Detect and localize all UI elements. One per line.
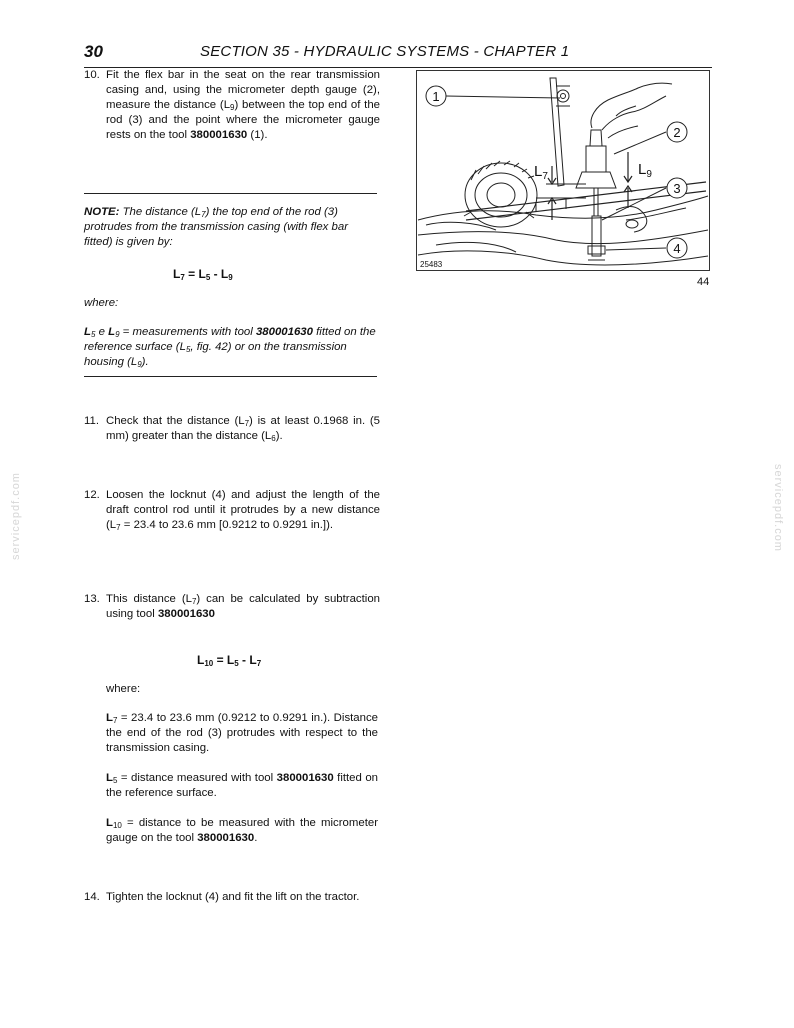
step-text: Tighten the locknut (4) and fit the lift on the tractor.	[106, 891, 360, 903]
step-text: This distance $(L_7)$ can be calculated by subtraction using tool 380001630	[106, 593, 380, 620]
note-text: NOTE: The distance $(L_7)$ the top end of the rod (3) protrudes from the transmission casing (with flex bar fitted) is given by:	[84, 206, 348, 248]
note-top-rule	[84, 193, 377, 194]
calc-def-l7: $L_7 = 23.4$ to 23.6 mm (0.9212 to 0.9291 in.). Distance the end of the rod (3) protrudes with respect to the transmission casing.	[106, 712, 378, 754]
step-number: 12.	[84, 489, 100, 501]
note-definition: $L_5$ e $L_9$ = measurements with tool 380001630 fitted on the reference surface ($L_5$, fig. 42) or on the transmission housing $(L_9)$.	[84, 326, 376, 369]
formula-l10: $L_{10} = L_5 - L_7$	[197, 653, 262, 668]
step-12	[84, 488, 380, 533]
calc-where: where:	[106, 683, 141, 695]
step-13	[84, 592, 380, 622]
callout-2: 2	[673, 125, 681, 140]
micrometer-measurement-drawing	[416, 70, 710, 272]
calc-def-l5: $L_5$ = distance measured with tool 380001630 fitted on the reference surface.	[106, 772, 378, 799]
step-10	[84, 68, 380, 143]
figure-code: 25483	[420, 260, 443, 269]
watermark-right: servicepdf.com	[772, 464, 784, 552]
calc-def-l10: $L_{10}$ = distance to be measured with the micrometer gauge on the tool 380001630.	[106, 817, 378, 844]
step-14	[84, 890, 380, 905]
step-11	[84, 414, 380, 444]
dim-label-l9: $L_9$	[638, 161, 652, 180]
step-number: 14.	[84, 891, 100, 903]
step-number: 10.	[84, 69, 100, 81]
callout-4: 4	[673, 241, 681, 256]
dim-label-l7: $L_7$	[534, 163, 548, 182]
step-number: 13.	[84, 593, 100, 605]
step-text: Loosen the locknut (4) and adjust the length of the draft control rod until it protrudes by a new distance ($L_7 = 23.4$ to 23.6 mm [0.9212 to 0.9291 in.]).	[106, 489, 380, 532]
step-text: Fit the flex bar in the seat on the rear transmission casing and, using the micrometer depth gauge (2), measure the distance $(L_9)$ between the top end of the rod (3) and the point where the micrometer gauge rests on the tool 380001630 (1).	[106, 69, 380, 141]
step-text: Check that the distance $(L_7)$ is at least 0.1968 in. (5 mm) greater than the distance $(L_6)$.	[106, 415, 380, 443]
page-number: 30	[84, 42, 103, 61]
section-title: SECTION 35 - HYDRAULIC SYSTEMS - CHAPTER 1	[200, 43, 570, 60]
watermark-left: servicepdf.com	[10, 472, 22, 560]
figure-44-illustration	[416, 70, 710, 272]
note-bottom-rule	[84, 376, 377, 377]
formula-l7: $L_7 = L_5 - L_9$	[173, 267, 233, 282]
callout-3: 3	[673, 181, 681, 196]
callout-1: 1	[432, 89, 440, 104]
note-where: where:	[84, 297, 119, 309]
figure-number: 44	[697, 276, 710, 288]
step-number: 11.	[84, 415, 99, 427]
